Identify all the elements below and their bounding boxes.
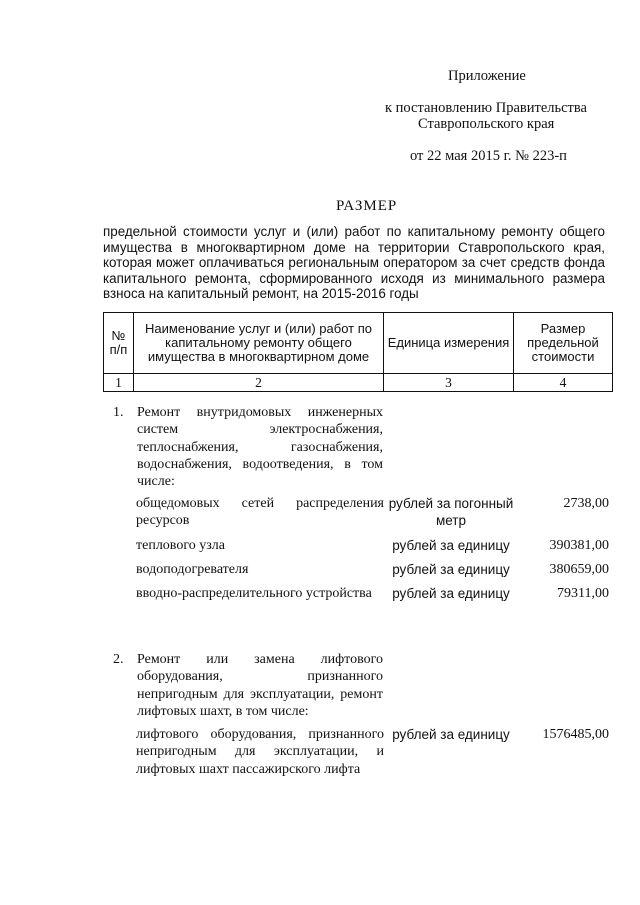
document-subtitle: предельной стоимости услуг и (или) работ по капитальному ремонту общего имущества в многоквартирном доме на территории Ставропольского края, которая может оплачиваться региональным оператором за счет средств фонда капитального ремонта, сформированного исходя из минимального размера взноса на капитальный ремонт, на 2015-2016 годы — [103, 224, 605, 302]
item-unit: рублей за единицу — [392, 538, 510, 553]
item-unit: рублей за единицу — [392, 586, 510, 601]
appendix-decree-line: к постановлению Правительства — [385, 100, 587, 116]
column-number-4: 4 — [514, 374, 613, 392]
item-price: 2738,00 — [563, 496, 609, 511]
appendix-title: Приложение — [448, 68, 526, 84]
item-price: 380659,00 — [549, 562, 609, 577]
item-price: 79311,00 — [557, 586, 609, 601]
item-unit: рублей за единицу — [392, 727, 510, 742]
header-table — [103, 312, 613, 392]
section-number: 1. — [113, 405, 124, 420]
item-unit: рублей за единицу — [392, 562, 510, 577]
column-number-2: 2 — [134, 374, 384, 392]
section-number: 2. — [113, 652, 124, 667]
item-name: теплового узла — [136, 538, 225, 553]
item-name: лифтового оборудования, признанного непригодным для эксплуатации, и лифтовых шахт пассажирского лифта — [136, 727, 384, 777]
document-title: РАЗМЕР — [336, 198, 398, 214]
item-unit: рублей за погонный метр — [388, 496, 514, 528]
column-number-row — [104, 374, 613, 392]
item-name: водоподогревателя — [136, 562, 249, 577]
section-text: Ремонт внутридомовых инженерных систем электроснабжения, теплоснабжения, газоснабжения, водоснабжения, водоотведения, в том числе: — [137, 405, 383, 490]
header-cell-name: Наименование услуг и (или) работ по капитальному ремонту общего имущества в многоквартирном доме — [134, 313, 384, 374]
header-cell-number: № п/п — [104, 313, 134, 374]
item-name: общедомовых сетей распределения ресурсов — [136, 496, 384, 529]
appendix-region-line: Ставропольского края — [418, 116, 555, 132]
header-cell-price: Размер предельной стоимости — [514, 313, 613, 374]
header-row — [104, 313, 613, 374]
column-number-1: 1 — [104, 374, 134, 392]
item-name: вводно-распределительного устройства — [136, 586, 372, 601]
header-cell-unit: Единица измерения — [384, 313, 514, 374]
section-text: Ремонт или замена лифтового оборудования, признанного непригодным для эксплуатации, ремонт лифтовых шахт, в том числе: — [137, 652, 383, 719]
item-price: 1576485,00 — [542, 727, 609, 742]
appendix-date-line: от 22 мая 2015 г. № 223-п — [410, 148, 567, 164]
column-number-3: 3 — [384, 374, 514, 392]
item-price: 390381,00 — [549, 538, 609, 553]
